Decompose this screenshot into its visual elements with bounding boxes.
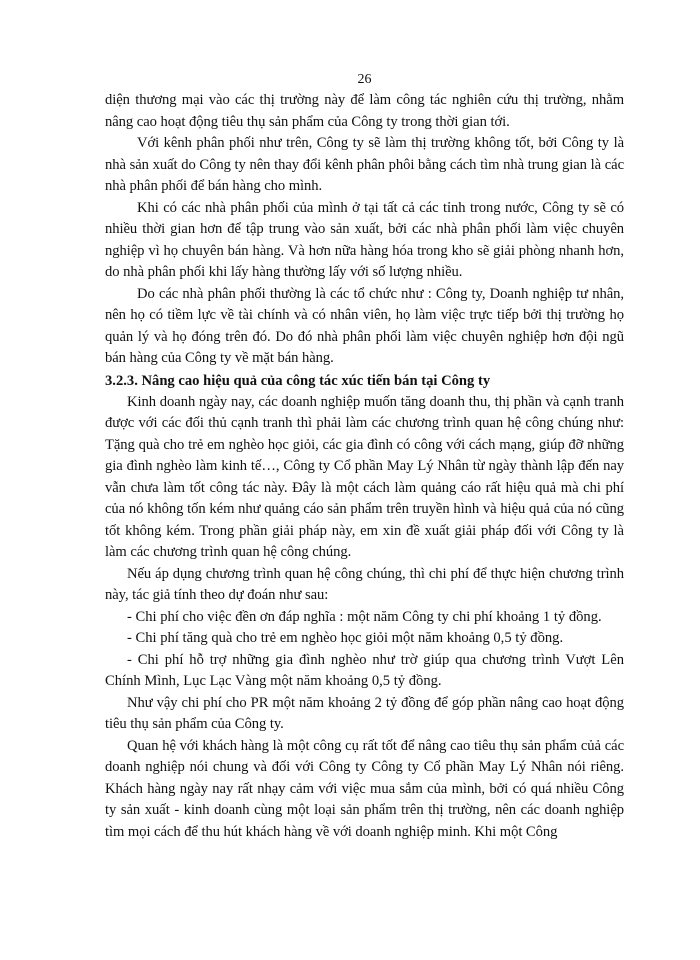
paragraph-1: diện thương mại vào các thị trường này để làm công tác nghiên cứu thị trường, nhằm nâng cao hoạt động tiêu thụ sản phẩm của Công ty trong thời gian tới. (105, 92, 624, 130)
paragraph-3: Khi có các nhà phân phối của mình ở tại tất cả các tỉnh trong nước, Công ty sẽ có nhiều thời gian hơn để tập trung vào sản xuất, bởi các nhà phân phối làm việc chuyên nghiệp vì họ chuyên bán hàng. Và hơn nữa hàng hóa trong kho sẽ giải phòng nhanh hơn, do nhà phân phối khi lấy hàng thường lấy với số lượng nhiều. (105, 199, 624, 280)
paragraph-2: Với kênh phân phối như trên, Công ty sẽ làm thị trường không tốt, bởi Công ty là nhà sản xuất do Công ty nên thay đổi kênh phân phôi bằng cách tìm nhà trung gian là các nhà phân phối để bán hàng cho mình. (105, 135, 624, 194)
paragraph-5: Kinh doanh ngày nay, các doanh nghiệp muốn tăng doanh thu, thị phần và cạnh tranh được với các đối thủ cạnh tranh thì phải làm các chương trình quan hệ công chúng như: Tặng quà cho trẻ em nghèo học giỏi, các gia đình có công với cách mạng, giúp đỡ những gia đình nghèo làm kinh tế…, Công ty Cổ phần May Lý Nhân từ ngày thành lập đến nay vẫn chưa làm tốt công tác này. Đây là một cách làm quảng cáo rất hiệu quả mà chi phí của nó không tốn kém như quảng cáo sản phẩm trên truyền hình và hiệu quả của nó cũng tốt không kém. Trong phần giải pháp này, em xin đề xuất giải pháp đối với Công ty là làm các chương trình quan hệ công chúng. (105, 393, 624, 560)
bullet-item: - Chi phí cho việc đền ơn đáp nghĩa : một năm Công ty chi phí khoảng 1 tỷ đồng. (127, 608, 602, 625)
paragraph-8: Quan hệ với khách hàng là một công cụ rất tốt để nâng cao tiêu thụ sản phẩm củả các doanh nghiệp nói chung và đối với Công ty Công ty Cổ phần May Lý Nhân nói riêng. Khách hàng ngày nay rất nhạy cảm với việc mua sắm của mình, bởi có quá nhiều Công ty sản xuất - kinh doanh cùng một loại sản phẩm trên thị trường, nên các doanh nghiệp tìm mọi cách để thu hút khách hàng về với doanh nghiệp minh. Khi một Công (105, 737, 624, 840)
bullet-item: - Chi phí hỗ trợ những gia đình nghèo như trờ giúp qua chương trình Vượt Lên Chính Mình, Lục Lạc Vàng một năm khoảng 0,5 tỷ đồng. (105, 651, 624, 689)
section-heading: 3.2.3. Nâng cao hiệu quả của công tác xúc tiến bán tại Công ty (105, 372, 491, 389)
bullet-item: - Chi phí tăng quà cho trẻ em nghèo học giỏi một năm khoảng 0,5 tỷ đồng. (127, 630, 564, 646)
page-number: 26 (357, 72, 372, 87)
paragraph-7: Như vậy chi phí cho PR một năm khoảng 2 tỷ đồng để góp phần nâng cao hoạt động tiêu thụ sản phẩm của Công ty. (105, 694, 624, 732)
paragraph-4: Do các nhà phân phối thường là các tổ chức như : Công ty, Doanh nghiệp tư nhân, nên họ có tiềm lực về tài chính và có nhân viên, họ làm việc trực tiếp bởi thị trường họ quản lý và họ đóng trên đó. Do đó nhà phân phối làm việc chuyên nghiệp hơn đội ngũ bán hàng của Công ty về mặt bán hàng. (105, 285, 624, 366)
paragraph-6: Nếu áp dụng chương trình quan hệ công chúng, thì chi phí để thực hiện chương trình này, tác giả tính theo dự đoán như sau: (105, 565, 624, 603)
